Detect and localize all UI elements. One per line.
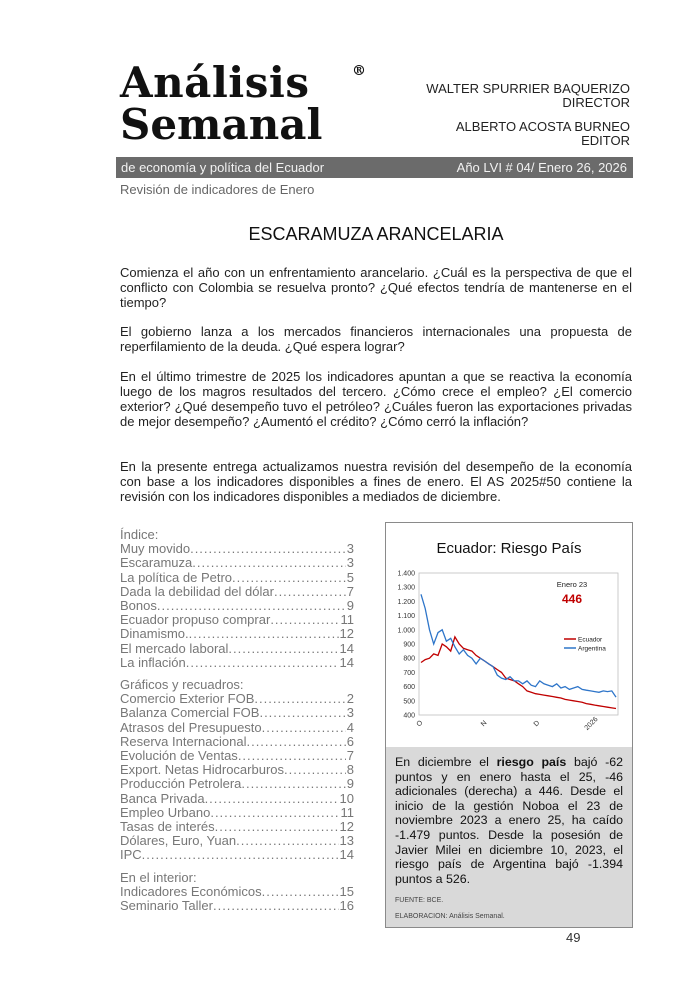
index-leader-dots (213, 899, 339, 913)
y-tick-label: 800 (403, 655, 415, 663)
index-entry (120, 585, 354, 599)
index-entry-title: Ecuador propuso comprar (120, 612, 271, 628)
index-entry-title: Empleo Urbano (120, 804, 211, 820)
index-entry-page: 13 (339, 833, 354, 849)
article-title: ESCARAMUZA ARANCELARIA (248, 224, 504, 244)
index-leader-dots (262, 721, 346, 735)
legend-label-argentina: Argentina (578, 645, 606, 653)
x-tick-label: D (532, 719, 542, 729)
index-leader-dots (284, 763, 346, 777)
logo-line-2: Semanal (120, 100, 323, 149)
x-tick-label: O (415, 719, 425, 729)
index-leader-dots (274, 585, 346, 599)
index-leader-dots (270, 613, 339, 627)
index-entry-title: El mercado laboral (120, 640, 229, 656)
index-entry (120, 642, 354, 656)
paragraph-1: Comienza el año con un enfrentamiento arancelario. ¿Cuál es la perspectiva de que el conflicto con Colombia se resuelva pronto? ¿Qué efectos tendría de mantenerse en el tiempo? (120, 265, 632, 310)
chart-title: Ecuador: Riesgo País (436, 540, 582, 557)
index-entry-page: 14 (339, 654, 354, 670)
index-entry (120, 735, 354, 749)
index-entry (120, 806, 354, 820)
index-entry (120, 571, 354, 585)
index-entry (120, 692, 354, 706)
index-entry-page: 12 (339, 626, 354, 642)
index-entry-page: 5 (346, 569, 354, 585)
index-entry (120, 749, 354, 763)
y-tick-label: 900 (403, 641, 415, 649)
index-entry (120, 656, 354, 670)
index-entry-title: IPC (120, 847, 142, 863)
annotation-value: 446 (561, 592, 583, 606)
legend-label-ecuador: Ecuador (578, 636, 603, 644)
index-entry-title: Dinamismo. (120, 626, 189, 642)
staff-block (426, 82, 630, 148)
chart-source: FUENTE: BCE. (395, 897, 444, 904)
y-tick-label: 700 (403, 669, 415, 677)
paragraph-4: En la presente entrega actualizamos nuestra revisión del desempeño de la economía con base a los indicadores disponibles a fines de enero. El AS 2025#50 contiene la revisión con los indicadores disponibles a mediados de diciembre. (120, 459, 632, 504)
y-tick-label: 1.100 (397, 613, 415, 621)
index-leader-dots (228, 642, 338, 656)
index-entry-title: Dólares, Euro, Yuan (120, 833, 237, 849)
index-entry (120, 763, 354, 777)
charts-heading: Gráficos y recuadros: (120, 677, 244, 693)
index-entry-page: 8 (346, 762, 354, 778)
index-leader-dots (205, 792, 339, 806)
index-entry-page: 9 (346, 598, 354, 614)
index-leader-dots (259, 706, 345, 720)
index-entry (120, 599, 354, 613)
index-entry-title: Atrasos del Presupuesto (120, 719, 262, 735)
index-leader-dots (210, 806, 339, 820)
index-leader-dots (186, 656, 339, 670)
y-tick-label: 600 (403, 684, 415, 692)
index-entry-title: Reserva Internacional (120, 733, 247, 749)
index-entry (120, 706, 354, 720)
y-tick-label: 500 (403, 698, 415, 706)
index-leader-dots (190, 542, 346, 556)
index-leader-dots (157, 599, 346, 613)
index-entry-page: 10 (339, 790, 354, 806)
index-entry-page: 14 (339, 847, 354, 863)
y-tick-label: 1.300 (397, 584, 415, 592)
index-entry (120, 627, 354, 641)
index-entry-title: Producción Petrolera (120, 776, 242, 792)
index-leader-dots (241, 777, 345, 791)
riesgo-pais-chart (386, 523, 632, 745)
index-leader-dots (238, 749, 346, 763)
index-entry-title: Banca Privada (120, 790, 205, 806)
index-entry-title: Muy movido (120, 541, 191, 557)
editor-name: ALBERTO ACOSTA BURNEO (455, 119, 630, 134)
index-entry (120, 542, 354, 556)
table-of-contents (120, 528, 354, 913)
index-entry (120, 556, 354, 570)
index-entry-page: 11 (340, 804, 354, 820)
index-leader-dots (215, 820, 339, 834)
index-entry (120, 848, 354, 862)
index-leader-dots (232, 571, 346, 585)
paragraph-2: El gobierno lanza a los mercados financieros internacionales una propuesta de reperfilamiento de la deuda. ¿Qué espera lograr? (120, 324, 632, 354)
index-entry-page: 3 (346, 705, 354, 721)
index-entry-title: La política de Petro (120, 569, 233, 585)
editor-title: EDITOR (581, 133, 630, 148)
index-entry (120, 721, 354, 735)
interior-heading: En el interior: (120, 869, 197, 885)
index-entry-page: 3 (346, 541, 354, 557)
y-tick-label: 1.400 (397, 570, 415, 578)
index-leader-dots (262, 885, 339, 899)
index-entry (120, 834, 354, 848)
director-name: WALTER SPURRIER BAQUERIZO (426, 81, 630, 96)
index-entry-title: Tasas de interés (120, 819, 215, 835)
chart-caption-area (386, 747, 632, 927)
y-tick-label: 400 (403, 712, 415, 720)
publication-logo (120, 58, 366, 149)
index-entry-page: 16 (339, 898, 354, 914)
index-leader-dots (142, 848, 339, 862)
index-entry-title: La inflación (120, 654, 186, 670)
index-entry (120, 792, 354, 806)
annotation-label: Enero 23 (556, 580, 588, 589)
riesgo-pais-term: riesgo país (496, 755, 567, 769)
tagline: de economía y política del Ecuador (121, 160, 325, 175)
index-entry (120, 885, 354, 899)
registered-mark: ® (352, 63, 366, 79)
index-leader-dots (189, 627, 339, 641)
y-tick-label: 1.000 (397, 627, 415, 635)
index-entry-title: Indicadores Económicos (120, 883, 262, 899)
chart-elaboration: ELABORACION: Análisis Semanal. (395, 913, 505, 920)
index-entry-title: Seminario Taller (120, 898, 213, 914)
index-entry-page: 12 (339, 819, 354, 835)
issue-info: Año LVI # 04/ Enero 26, 2026 (456, 160, 627, 175)
index-entry (120, 777, 354, 791)
index-entry (120, 613, 354, 627)
index-entry-title: Comercio Exterior FOB (120, 691, 255, 707)
index-entry-page: 4 (346, 719, 354, 735)
x-tick-label: N (480, 719, 489, 729)
chart-box (385, 522, 633, 928)
index-entry-page: 6 (346, 733, 354, 749)
index-leader-dots (246, 735, 345, 749)
chart-description: En diciembre el riesgo país bajó -62 puntos y en enero hasta el 25, -46 adicionales (derecha) a 446. Desde el inicio de la gestión Noboa el 23 de noviembre 2023 a enero 25, ha caído -1.479 puntos. Desde la posesión de Javier Milei en diciembre 10, 2023, el riesgo país de Argentina bajó -1.394 puntos a 526. (395, 755, 623, 886)
index-entry (120, 820, 354, 834)
index-leader-dots (236, 834, 338, 848)
index-entry-title: Escaramuza (120, 555, 193, 571)
index-entry-page: 2 (346, 691, 354, 707)
section-label: Revisión de indicadores de Enero (120, 182, 315, 197)
index-leader-dots (192, 556, 346, 570)
x-tick-label: 2026 (583, 715, 600, 732)
paragraph-3: En el último trimestre de 2025 los indicadores apuntan a que se reactiva la economía luego de los magros resultados del tercero. ¿Cómo crece el empleo? ¿El comercio exterior? ¿Qué desempeño tuvo el petróleo? ¿Cuáles fueron las exportaciones privadas de mejor desempeño? ¿Aumentó el crédito? ¿Cómo cerró la inflación? (120, 369, 632, 429)
index-entry-page: 11 (340, 612, 354, 628)
index-entry-title: Balanza Comercial FOB (120, 705, 260, 721)
index-entry-title: Export. Netas Hidrocarburos (120, 762, 285, 778)
y-tick-label: 1.200 (397, 598, 415, 606)
plot-area (419, 573, 618, 715)
index-entry-title: Evolución de Ventas (120, 748, 238, 764)
logo-line-1: Análisis (120, 58, 310, 107)
index-entry-title: Bonos (120, 598, 157, 614)
masthead-band (116, 157, 633, 178)
index-entry-page: 7 (346, 748, 354, 764)
index-entry-page: 14 (339, 640, 354, 656)
index-leader-dots (254, 692, 345, 706)
director-title: DIRECTOR (562, 95, 630, 110)
index-entry-page: 7 (346, 583, 354, 599)
page-number: 49 (566, 930, 581, 945)
index-entry-page: 15 (339, 883, 354, 899)
index-entry-title: Dada la debilidad del dólar (120, 583, 274, 599)
index-entry-page: 3 (346, 555, 354, 571)
index-heading: Índice: (120, 527, 159, 542)
index-entry (120, 899, 354, 913)
index-entry-page: 9 (346, 776, 354, 792)
